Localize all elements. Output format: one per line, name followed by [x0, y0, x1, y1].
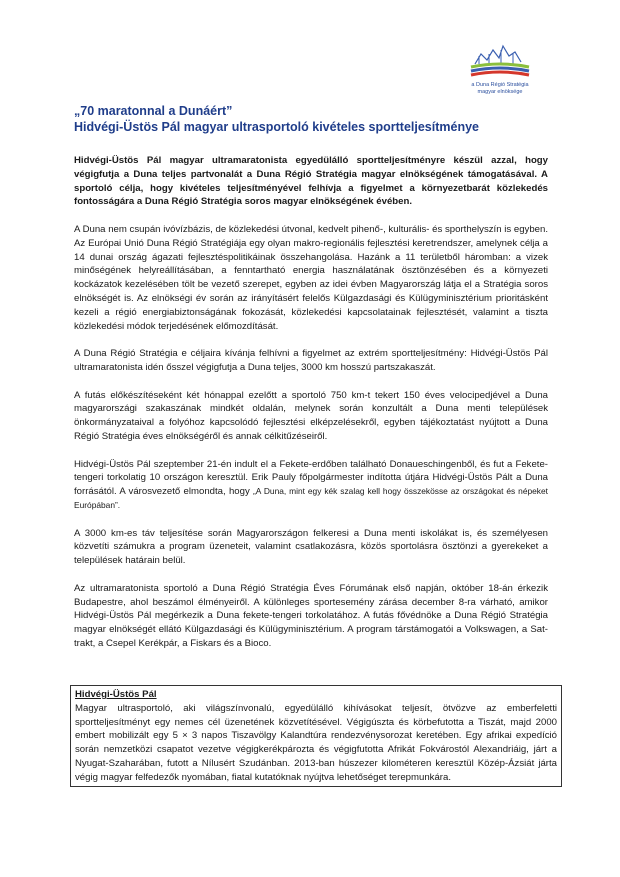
bio-heading: Hidvégi-Üstös Pál: [75, 689, 157, 700]
lead-paragraph: Hidvégi-Üstös Pál magyar ultramaratonista egyedülálló sportteljesítményre készül azzal, hogy végigfutja a Duna teljes partvonalát a Duna Régió Stratégia magyar elnökségének támogatásával. A sportoló célja, hogy kivételes teljesítményével felhívja a figyelmet a környezetbarát közlekedés fontosságára a Duna Régió Stratégia soros magyar elnökségének évében.: [74, 155, 548, 208]
logo-caption-line2: magyar elnöksége: [477, 89, 523, 95]
paragraph-duna-strategy: A Duna nem csupán ivóvízbázis, de közlekedési útvonal, kedvelt pihenő-, kulturális- és sporthelyszín is egyben. Az Európai Unió Duna Régió Stratégiája egy olyan makro-regionális fejlesztési keretrendszer, amelynek célja a 14 dunai ország ágazati fejlesztéspolitikáinak összehangolása. Hazánk a 11 területből háromban: a vizek minőségének helyreállításában, a fenntartható energia használatának ösztönzésében és a környezeti kockázatok kezelésében tölt be vezető szerepet, egyben az idei évben Magyarország látja el a Stratégia soros elnökségét is. Az elnökségi év során az irányításért felelős Külgazdasági és Külügyminisztérium prioritásként kezeli a régió energiabiztonságának fokozását, közlekedési kapcsolatainak fejlesztését, valamint a tiszta közlekedési módok terjedésének előmozdítását.: [74, 223, 548, 332]
paragraph-forum: Az ultramaratonista sportoló a Duna Régió Stratégia Éves Fórumának első napján, október 18-án érkezik Budapestre, ahol beszámol élményeiről. A különleges sportesemény zárása december 8-ra várható, amikor Hidvégi-Üstös Pál megérkezik a Duna fekete-tengeri torkolatához. A futás fővédnöke a Duna Régió Stratégia magyar elnökségét ellátó Külgazdasági és Külügyminisztérium. A program társtámogatói a Volkswagen, a Sat-trakt, a Csepel Kerékpár, a Fiskars és a Bioco.: [74, 582, 548, 649]
danube-bridge-logo-icon: [469, 40, 531, 82]
logo-caption-line1: a Duna Régió Stratégia: [471, 82, 529, 88]
start-text: Hidvégi-Üstös Pál szeptember 21-én indult el a Fekete-erdőben található Donaueschingenből, és fut a Fekete-tengeri torkolatig 10 országon keresztül. Erik Pauly főpolgármester indította útjára Hidvégi-Üstös Pált a Duna forrásától. A városvezető elmondta, hogy: [74, 458, 548, 498]
title-line-subtitle: Hidvégi-Üstös Pál magyar ultrasportoló kivételes sportteljesítménye: [74, 120, 479, 134]
paragraph-start: [74, 458, 548, 513]
document-title: [74, 103, 554, 135]
paragraph-schools: A 3000 km-es táv teljesítése során Magyarországon felkeresi a Duna menti iskolákat is, és személyesen közvetíti számukra a program üzeneteit, valamint csatlakozásra, közös sportolásra ösztönzi a gyerekeket a települések határain belül.: [74, 527, 548, 567]
duna-regio-logo: [450, 40, 550, 96]
paragraph-preparation: A futás előkészítéseként két hónappal ezelőtt a sportoló 750 km-t tekert 150 éves velocipedjével a Duna magyarországi szakaszának mindkét oldalán, melynek során konzultált a Duna menti települések önkormányzataival a folyóhoz kapcsolódó fejlesztési elképzelésekről, egyben tájékoztatást nyújtott a Duna Régió Stratégia éves elnökségéről és annak célkitűzéseiről.: [74, 389, 548, 442]
article-body: [74, 154, 548, 664]
bio-box: [70, 685, 562, 787]
bio-text: Magyar ultrasportoló, aki világszínvonalú, egyedülálló kihívásokat teljesít, ötvözve az emberfeletti sportteljesítményt egy nemes cél üzenetének közvetítésével. Végigúszta és körbefutotta a Tiszát, majd 2000 embert mobilizált egy 5 × 3 napos Tiszavölgy Kalandtúra rendezvénysorozat keretében. Egy afrikai expedíció során nemzetközi csapatot vezetve végigkerékpározta és végigfutotta Afrikát Fokvárostól Alexandriáig, járt a Nyugat-Szaharában, futott a Nílusért Szudánban. 2013-ban húszezer kilométeren keresztül Közép-Ázsiát járta végig magyar felfedezők nyomában, fiatal kutatóknak nyújtva lehetőséget terepmunkára.: [75, 702, 557, 783]
paragraph-goal: A Duna Régió Stratégia e céljaira kívánja felhívni a figyelmet az extrém sportteljesítmény: Hidvégi-Üstös Pál ultramaratonista idén ősszel végigfutja a Duna teljes, 3000 km hosszú partszakaszát.: [74, 348, 548, 373]
mayor-quote: „A Duna, mint egy kék szalag kell hogy összekösse az országokat és népeket Európában”.: [74, 486, 548, 510]
title-line-quote: „70 maratonnal a Dunáért”: [74, 104, 233, 118]
